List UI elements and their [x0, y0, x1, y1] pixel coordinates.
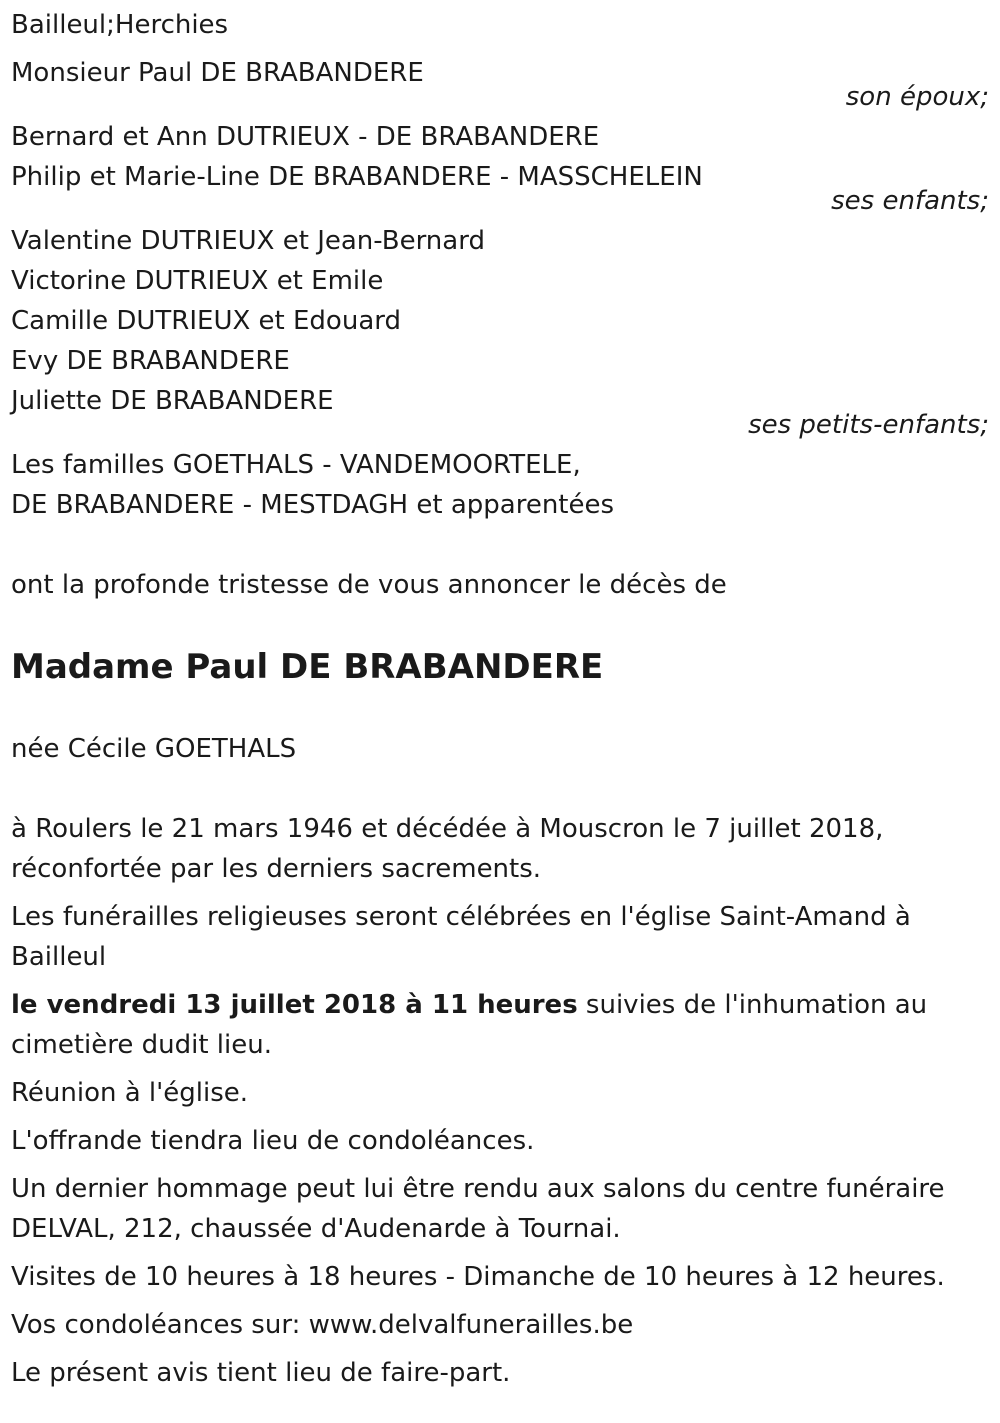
family-line: DE BRABANDERE - MESTDAGH et apparentées: [11, 490, 615, 520]
funeral-date: le vendredi 13 juillet 2018 à 11 heures: [11, 990, 578, 1020]
children-block: [11, 117, 990, 216]
offering-text: L'offrande tiendra lieu de condoléances.: [11, 1126, 535, 1156]
family-line: Les familles GOETHALS - VANDEMOORTELE,: [11, 450, 581, 480]
meeting-text: Réunion à l'église.: [11, 1078, 249, 1108]
grandchild-name: Valentine DUTRIEUX et Jean-Bernard: [11, 226, 485, 256]
visits-text: Visites de 10 heures à 18 heures - Dimanche de 10 heures à 12 heures.: [11, 1262, 945, 1292]
birth-name: née Cécile GOETHALS: [11, 734, 297, 764]
funeral-text: Les funérailles religieuses seront célébrées en l'église Saint-Amand à Bailleul: [11, 902, 911, 972]
deceased-name: Madame Paul DE BRABANDERE: [11, 647, 604, 687]
birth-death-text: à Roulers le 21 mars 1946 et décédée à Mouscron le 7 juillet 2018, réconfortée par les derniers sacrements.: [11, 814, 884, 884]
announcement-text: ont la profonde tristesse de vous annoncer le décès de: [11, 570, 727, 600]
funeral-date-paragraph: [11, 985, 990, 1065]
children-label: ses enfants;: [831, 186, 989, 216]
child-name: Bernard et Ann DUTRIEUX - DE BRABANDERE: [11, 122, 600, 152]
spouse-label: son époux;: [845, 82, 989, 112]
grandchild-name: Evy DE BRABANDERE: [11, 346, 290, 376]
grandchildren-label: ses petits-enfants;: [748, 410, 989, 440]
grandchild-name: Camille DUTRIEUX et Edouard: [11, 306, 401, 336]
spouse-name: Monsieur Paul DE BRABANDERE: [11, 58, 424, 88]
grandchild-name: Victorine DUTRIEUX et Emile: [11, 266, 384, 296]
tribute-text: Un dernier hommage peut lui être rendu aux salons du centre funéraire DELVAL, 212, chaussée d'Audenarde à Tournai.: [11, 1174, 945, 1244]
condolences-text: Vos condoléances sur: www.delvalfunerailles.be: [11, 1310, 634, 1340]
spouse-block: [11, 53, 990, 112]
funeral-date-rest: suivies de l'inhumation au cimetière dudit lieu.: [11, 990, 928, 1060]
child-name: Philip et Marie-Line DE BRABANDERE - MASSCHELEIN: [11, 162, 703, 192]
locations: Bailleul;Herchies: [11, 10, 229, 40]
families-block: [11, 445, 990, 525]
grandchild-name: Juliette DE BRABANDERE: [11, 386, 334, 416]
notice-text: Le présent avis tient lieu de faire-part.: [11, 1358, 511, 1388]
grandchildren-block: [11, 221, 990, 440]
